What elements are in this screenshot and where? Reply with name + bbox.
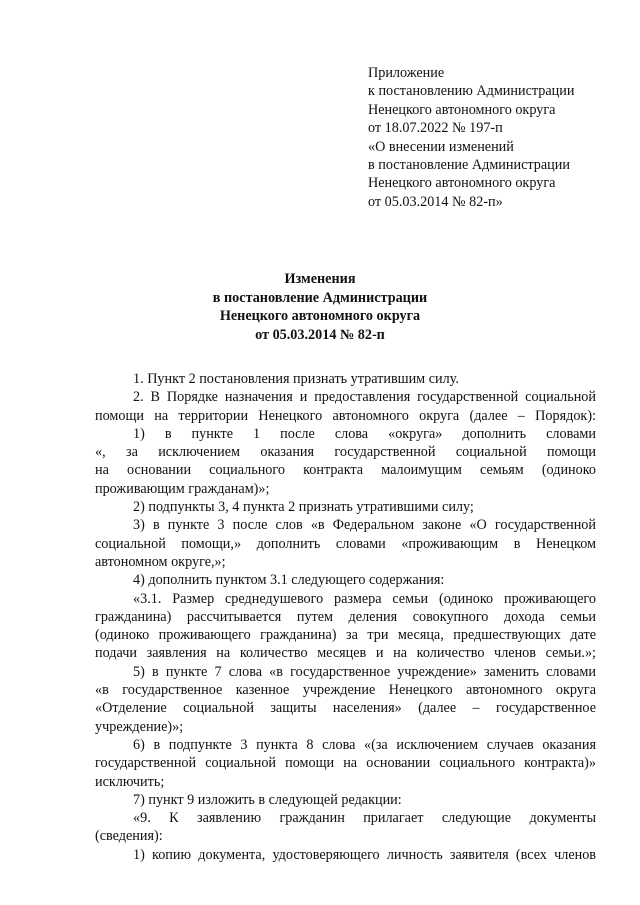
appendix-line: «О внесении изменений [368,138,514,155]
title-line: Изменения [284,271,356,287]
title-line: от 05.03.2014 № 82-п [255,326,385,343]
title-line: в постановление Администрации [212,289,428,306]
body-line: социальной помощи,» дополнить словами «проживающим в Ненецком [95,535,596,552]
appendix-line: к постановлению Администрации [368,83,575,100]
body-line: государственной социальной помощи на основании социального контракта)» [95,755,596,772]
body-line: (сведения): [95,828,163,845]
body-line: «в государственное казенное учреждение Ненецкого автономного округа [95,682,596,699]
title-line: Ненецкого автономного округа [219,308,421,324]
appendix-header [368,64,628,211]
appendix-line: Ненецкого автономного округа [368,175,556,192]
appendix-line: от 05.03.2014 № 82-п» [368,193,503,210]
body-line: 3) в пункте 3 после слов «в Федеральном законе «О государственной [133,517,596,534]
body-line: проживающим гражданам)»; [95,480,270,497]
body-line: «Отделение социальной защиты населения» (далее – государственное [95,700,596,717]
appendix-line: Приложение [368,65,445,81]
body-line: 4) дополнить пунктом 3.1 следующего содержания: [133,572,445,589]
body-line: 7) пункт 9 изложить в следующей редакции: [133,791,402,808]
body-line: «9. К заявлению гражданин прилагает следующие документы [133,810,596,827]
appendix-line: в постановление Администрации [368,157,570,174]
body-line: подачи заявления на количество месяцев и на количество членов семьи.»; [95,645,596,662]
body-line: 1) в пункте 1 после слова «округа» дополнить словами [133,425,596,442]
body-line: 5) в пункте 7 слова «в государственное учреждение» заменить словами [133,663,596,680]
body-line: помощи на территории Ненецкого автономного округа (далее – Порядок): [95,407,596,424]
body-line: «3.1. Размер среднедушевого размера семьи (одиноко проживающего [133,590,596,607]
appendix-line: Ненецкого автономного округа [368,101,556,118]
body-line: (одиноко проживающего гражданина) за три месяца, предшествующих дате [95,627,596,644]
document-body [95,370,596,864]
body-line: учреждение)»; [95,718,184,735]
body-line: 2) подпункты 3, 4 пункта 2 признать утратившими силу; [133,499,474,516]
body-line: исключить; [95,773,165,790]
appendix-line: от 18.07.2022 № 197-п [368,120,503,137]
body-line: «, за исключением оказания государственной социальной помощи [95,444,596,461]
body-line: 1) копию документа, удостоверяющего личность заявителя (всех членов [133,846,596,863]
document-title [0,270,640,344]
body-line: 2. В Порядке назначения и предоставления государственной социальной [133,389,596,406]
body-line: гражданина) рассчитывается путем деления совокупного дохода семьи [95,608,596,625]
body-line: 1. Пункт 2 постановления признать утратившим силу. [133,371,459,387]
body-line: на основании социального контракта малоимущим семьям (одиноко [95,462,596,479]
body-line: 6) в подпункте 3 пункта 8 слова «(за исключением случаев оказания [133,736,596,753]
body-line: автономном округе,»; [95,553,226,570]
